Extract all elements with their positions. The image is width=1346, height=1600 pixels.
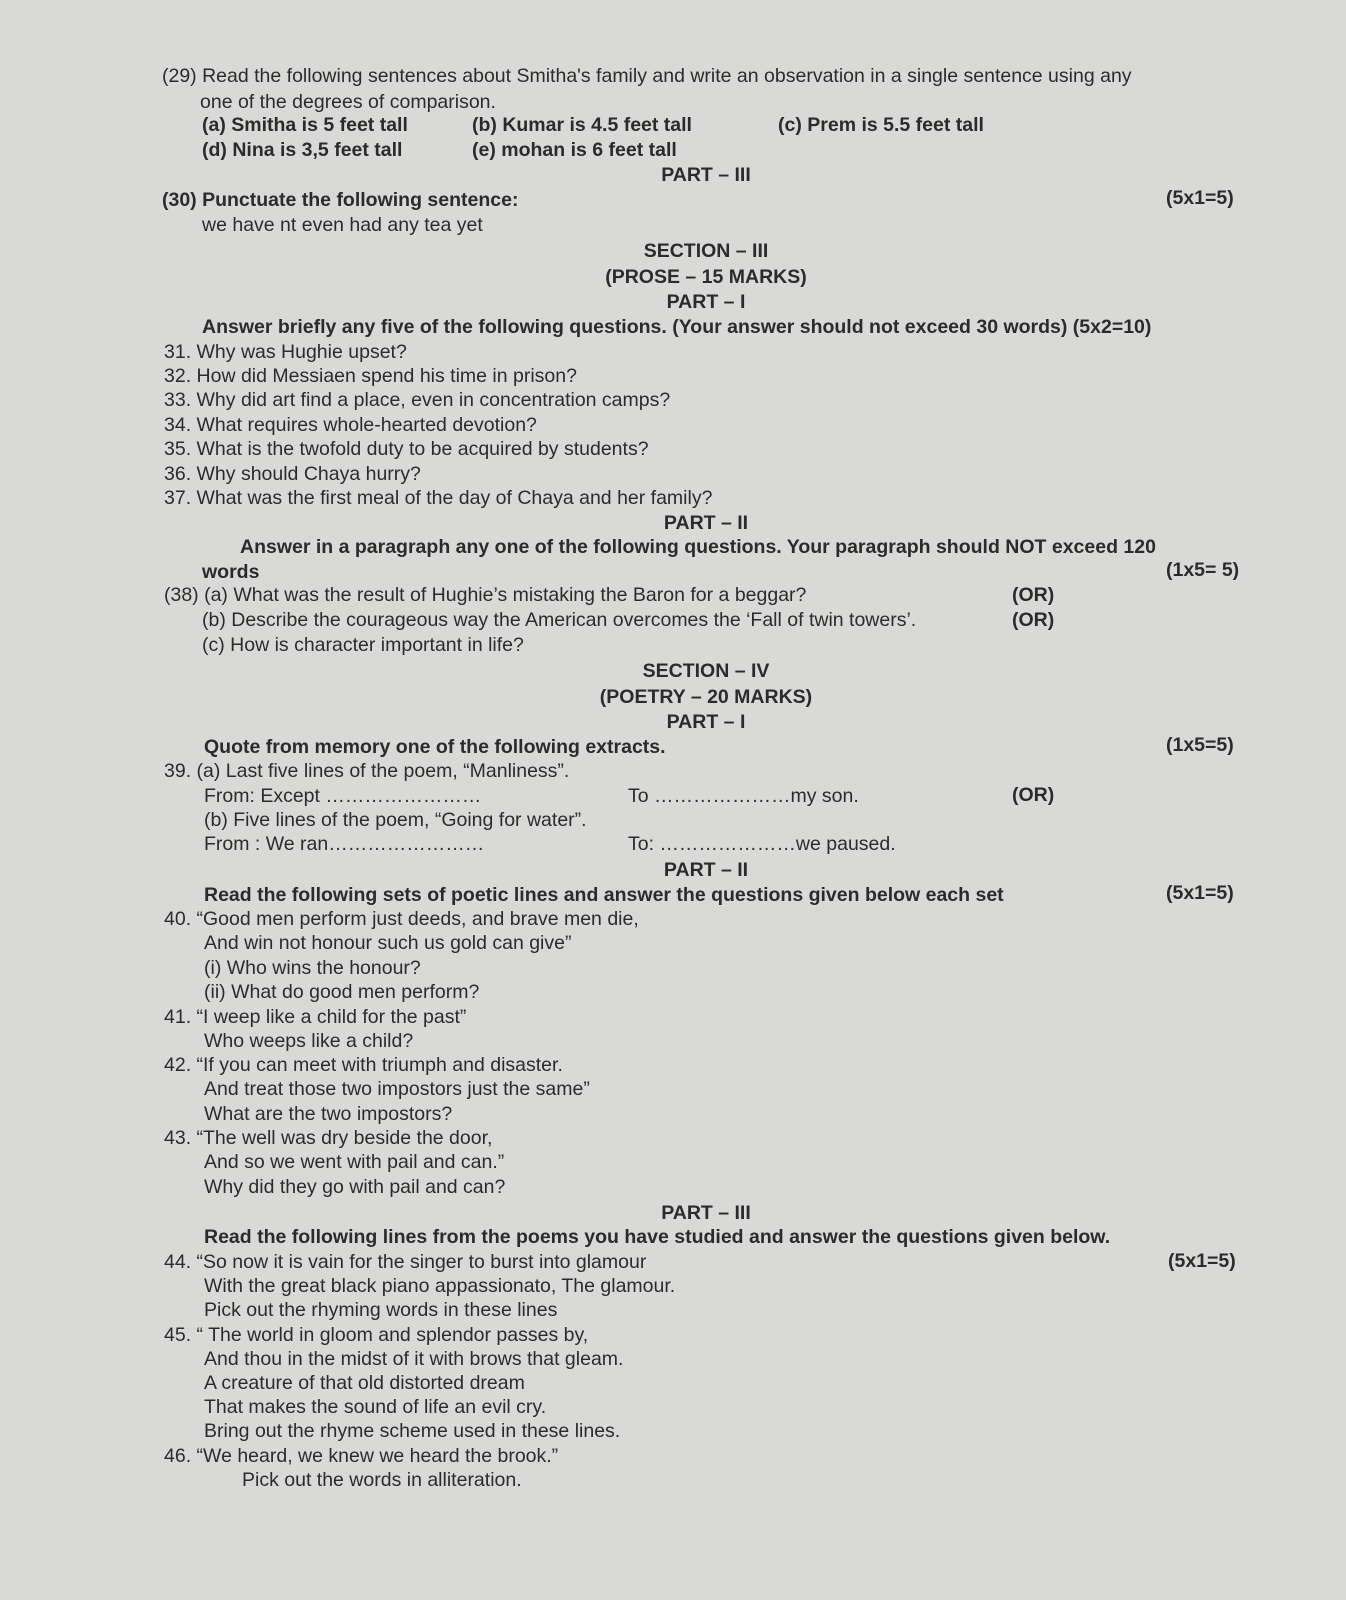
section-4-instruction-3: Read the following lines from the poems you have studied and answer the questions given below.: [204, 1226, 1111, 1248]
question-39a-to: To …………………my son.: [628, 785, 859, 807]
question-40-line2: And win not honour such us gold can give”: [204, 932, 572, 954]
section-4-title: SECTION – IV: [642, 660, 770, 682]
question-40-line4: (ii) What do good men perform?: [204, 981, 480, 1003]
section-4-marks: (1x5=5): [1166, 734, 1234, 756]
question-34: 34. What requires whole-hearted devotion?: [164, 414, 537, 436]
section-4-part-2: PART – II: [663, 859, 749, 881]
question-38c: (c) How is character important in life?: [202, 634, 524, 656]
section-3-instruction: Answer briefly any five of the following questions. (Your answer should not exceed 30 words) (5x2=10): [202, 316, 1152, 338]
section-4-instruction-2: Read the following sets of poetic lines and answer the questions given below each set: [204, 884, 1004, 906]
question-45-line2: And thou in the midst of it with brows that gleam.: [204, 1348, 624, 1370]
question-38a: (38) (a) What was the result of Hughie’s mistaking the Baron for a beggar?: [164, 584, 807, 606]
question-45-line5: Bring out the rhyme scheme used in these lines.: [204, 1420, 621, 1442]
question-39a-from: From: Except ……………………: [204, 785, 482, 807]
question-44-line3: Pick out the rhyming words in these lines: [204, 1299, 558, 1321]
question-32: 32. How did Messiaen spend his time in prison?: [164, 365, 577, 387]
question-36: 36. Why should Chaya hurry?: [164, 463, 421, 485]
question-44-line1: 44. “So now it is vain for the singer to burst into glamour: [164, 1251, 647, 1273]
q29-option-a: (a) Smitha is 5 feet tall: [202, 114, 408, 136]
question-45-line1: 45. “ The world in gloom and splendor passes by,: [164, 1324, 589, 1346]
question-42-line2: And treat those two impostors just the same”: [204, 1078, 590, 1100]
q29-line1: (29) Read the following sentences about Smitha's family and write an observation in a single sentence using any: [162, 65, 1132, 87]
section-4-marks-2: (5x1=5): [1166, 882, 1234, 904]
or-label: (OR): [1012, 609, 1055, 631]
section-3-instruction-2-line1: Answer in a paragraph any one of the following questions. Your paragraph should NOT exceed 120: [240, 536, 1156, 558]
q29-line2: one of the degrees of comparison.: [200, 91, 496, 113]
q29-option-e: (e) mohan is 6 feet tall: [472, 139, 677, 161]
q30-title: (30) Punctuate the following sentence:: [162, 189, 519, 211]
section-4-instruction: Quote from memory one of the following extracts.: [204, 736, 666, 758]
question-43-line1: 43. “The well was dry beside the door,: [164, 1127, 493, 1149]
section-4-part-1: PART – I: [666, 711, 746, 733]
question-40-line1: 40. “Good men perform just deeds, and brave men die,: [164, 908, 639, 930]
part-3-heading: PART – III: [661, 164, 751, 186]
q30-sentence: we have nt even had any tea yet: [202, 214, 483, 236]
question-42-line1: 42. “If you can meet with triumph and disaster.: [164, 1054, 563, 1076]
or-label: (OR): [1012, 784, 1055, 806]
question-43-line3: Why did they go with pail and can?: [204, 1176, 506, 1198]
question-45-line4: That makes the sound of life an evil cry.: [204, 1396, 547, 1418]
or-label: (OR): [1012, 584, 1055, 606]
section-3-instruction-2-line2: words: [202, 561, 260, 583]
section-3-subtitle: (PROSE – 15 MARKS): [605, 266, 807, 288]
question-46-line1: 46. “We heard, we knew we heard the brook.”: [164, 1445, 559, 1467]
question-41-line2: Who weeps like a child?: [204, 1030, 414, 1052]
section-3-part-2: PART – II: [663, 512, 749, 534]
question-39a: 39. (a) Last five lines of the poem, “Manliness”.: [164, 760, 570, 782]
question-45-line3: A creature of that old distorted dream: [204, 1372, 525, 1394]
question-39b: (b) Five lines of the poem, “Going for water”.: [204, 809, 587, 831]
section-3-marks-2: (1x5= 5): [1166, 559, 1240, 581]
section-3-title: SECTION – III: [643, 240, 769, 262]
section-4-part-3: PART – III: [661, 1202, 751, 1224]
question-39b-to: To: …………………we paused.: [628, 833, 896, 855]
question-33: 33. Why did art find a place, even in concentration camps?: [164, 389, 671, 411]
question-37: 37. What was the first meal of the day of Chaya and her family?: [164, 487, 713, 509]
question-43-line2: And so we went with pail and can.”: [204, 1151, 505, 1173]
q30-marks: (5x1=5): [1166, 187, 1234, 209]
question-41-line1: 41. “I weep like a child for the past”: [164, 1006, 467, 1028]
q29-option-b: (b) Kumar is 4.5 feet tall: [472, 114, 692, 136]
question-38b: (b) Describe the courageous way the American overcomes the ‘Fall of twin towers’.: [202, 609, 917, 631]
q29-option-d: (d) Nina is 3,5 feet tall: [202, 139, 403, 161]
section-3-part-1: PART – I: [666, 291, 746, 313]
question-35: 35. What is the twofold duty to be acquired by students?: [164, 438, 649, 460]
section-4-subtitle: (POETRY – 20 MARKS): [599, 686, 813, 708]
question-42-line3: What are the two impostors?: [204, 1103, 453, 1125]
q29-option-c: (c) Prem is 5.5 feet tall: [778, 114, 984, 136]
question-31: 31. Why was Hughie upset?: [164, 341, 407, 363]
question-44-line2: With the great black piano appassionato, The glamour.: [204, 1275, 676, 1297]
section-4-marks-3: (5x1=5): [1168, 1250, 1236, 1272]
question-46-line2: Pick out the words in alliteration.: [242, 1469, 522, 1491]
question-40-line3: (i) Who wins the honour?: [204, 957, 421, 979]
question-39b-from: From : We ran……………………: [204, 833, 485, 855]
